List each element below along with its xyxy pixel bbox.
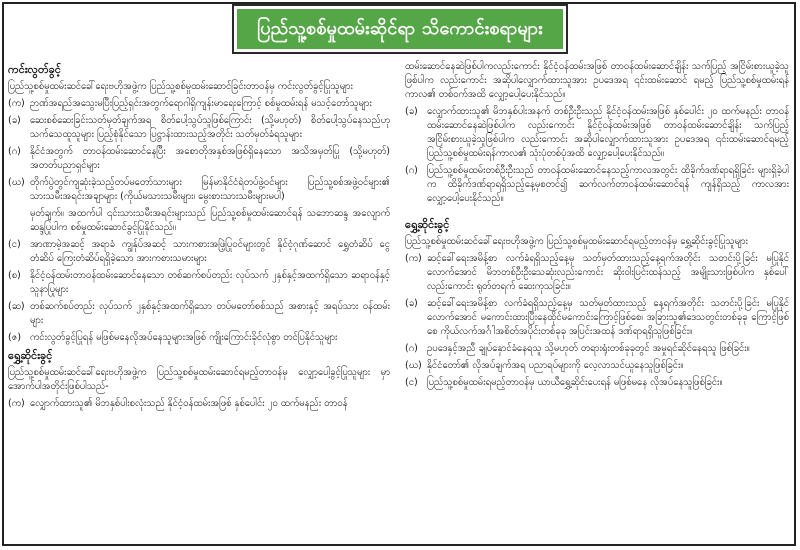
section-heading-deferment: ရွှေ့ဆိုင်းခွင့်: [405, 218, 450, 231]
section-intro: ပြည်သူ့စစ်မှုထမ်းဆင်ခေါ်ရေးဗဟိုအဖွဲ့က ပြည်သူ့စစ်မှုထမ်းဆောင်ရမည့်တာဝန်မှ ရွှေ့ဆိုင်းခွင့်ပြုသူများ: [405, 236, 748, 247]
list-item: [405, 359, 789, 373]
list-item: [8, 397, 390, 411]
list-item: [8, 176, 390, 204]
item-number: (ခ): [8, 115, 21, 126]
list-item: [8, 300, 390, 328]
title-banner-fill: [237, 9, 563, 49]
item-number: (ဇ): [8, 332, 22, 343]
list-item: [8, 97, 390, 111]
page-title: ပြည်သူ့စစ်မှုထမ်းဆိုင်ရာ သိကောင်းစရာများ: [257, 17, 543, 39]
item-text: နိုင်ငံအတွက် တာဝန်ထမ်းဆောင်နေပြီး အစောတိုအနှစ်အဖြစ်ရှိနေသော အသိအမှတ်ပြု (သို့မဟုတ်) အတတ်ပညာရှင်များ: [30, 146, 390, 171]
item-number: (က): [405, 253, 422, 264]
item-text: ကင်းလွတ်ခွင့်ပြုရန် မဖြစ်မနေလိုအပ်နေသူများအဖြစ် ကျိုးကြောင်းခိုင်လုံစွာ တင်ပြနိုင်သူများ: [30, 332, 338, 343]
list-item: [405, 297, 789, 339]
list-item: [405, 252, 789, 294]
item-text: အာဏာမဲ့အဆင့် အရာခံ ကျွန်ုပ်အဆင့် သားကစားအဖြဲ့ပြုဝင်များတွင် နိုင်ငံ့ဂုဏ်ဆောင် ရွှေတံဆိပ် ငွေတံဆိပ် ကြေးတံဆိပ်ရရှိခဲ့သော အားကစားသမားများ: [30, 239, 390, 264]
section-continuation: ထမ်းဆောင်နေဆဲဖြစ်ပါကလည်းကောင်း နိုင်ငံ့ဝန်ထမ်းအဖြစ် တာဝန်ထမ်းဆောင်ချိန်း သက်ပြည့် အငြိမ်းစားယူခဲ့သူဖြစ်ပါက လည်းကောင်း အဆိုပါလျှောက်ထားသူအား ဥပဒေအရ ၎င်းထမ်းဆောင် ရမည့် ပြည်သူ့စစ်မှုထမ်းရန်ကာလ၏ တစ်ဝက်အထိ လျှော့ပေါ့ပေးနိုင်သည်။: [405, 61, 789, 100]
list-item: [8, 238, 390, 266]
item-text: ဆေးစစ်ဆေးခြင်းသတ်မှတ်ချက်အရ စိတ်ပေါ့သွပ်သူဖြစ်ကြောင်း (သို့မဟုတ်) စိတ်ပေါ့သွပ်နေသည်ဟု သက်သေထူသူများ ပြည့်စုံနိုင်သော ပြဋ္ဌာန်းထားသည့်အတိုင်း သတ်မှတ်ခံရသူများ: [30, 115, 390, 140]
item-number: (ခ): [405, 298, 418, 309]
item-number: (ဂ): [8, 146, 21, 157]
item-number: (ဆ): [8, 301, 25, 312]
item-text: နိုင်ငံ့ဝန်ထမ်းတာဝန်ထမ်းဆောင်နေသော တစ်ဆက်စပ်တည်း လုပ်သက် ၂နှစ်နှင့်အထက်ရှိသော ဆရာဝန်နှင့် သူနာပြုများ: [30, 270, 390, 295]
list-item: [405, 342, 789, 356]
list-item: [8, 331, 390, 345]
item-text: တိုက်ပွဲတွင်ကျဆုံးခဲ့သည့်တပ်မတော်သားများ မြန်မာနိုင်ငံရဲတပ်ဖွဲ့ဝင်များ ပြည်သူ့စစ်အဖွဲ့ဝင်များ၏ သားသမီးအရင်းအချာများ (ကိုယ်မသားသမီးများ၊ မွေးစားသားသမီးများမပါ): [30, 177, 390, 202]
title-banner: [232, 4, 568, 54]
list-item: [8, 269, 390, 297]
item-text: နိုင်ငံတော်၏ လိုအပ်ချက်အရ ပညာရပ်များကို လေ့လာသင်ယူနေသူဖြစ်ခြင်း။: [427, 360, 684, 371]
list-item: [8, 114, 390, 142]
item-text: ပြည်သူ့စစ်မှုထမ်းရမည့်တာဝန်မှ ယာယီရွှေ့ဆိုင်းပေးရန် မဖြစ်မနေ လိုအပ်နေသူဖြစ်ခြင်း။: [427, 377, 723, 388]
item-number: (က): [8, 398, 25, 409]
item-text: ပြည်သူ့စစ်မှုထမ်းတစ်ဦးဦးသည် တာဝန်ထမ်းဆောင်နေသည့်ကာလအတွင်း ထိခိုက်ဒဏ်ရာရရှိခြင်း များရှိခဲ့ပါက ထိခိုက်ဒဏ်ရာရရှိသည့်နေ့မှစတင်၍ ဆက်လက်တာဝန်ထမ်းဆောင်ရန် ကျန်ရှိသည့် ကာလအား လျှော့ပေါ့ပေးနိုင်သည်။: [427, 165, 789, 204]
item-number: [8, 207, 30, 235]
item-number: (ဂ): [405, 343, 418, 354]
item-number: (ဃ): [8, 177, 25, 188]
item-number: (င): [8, 239, 21, 250]
item-text: ဆင့်ခေါ်ရေးအမိန့်စာ လက်ခံရရှိသည့်နေ့မှ သတ်မှတ်ထားသည့် နေ့ရက်အတိုင်း သတင်းပို့ခြင်း မပြုနိုင်လောက်အောင် မကောင်းထားပြီးနေထိုင်မကောင်းကြောင့်ဖြစ်စေ၊ အခြားသူ၏ဒေသတွင်းတစ်ခုခု ကြောင့်ဖြစ်စေ ကိုယ်လက်အင်္ဂါအစိတ်အပိုင်းတစ်ခုခု အပြင်းအထန် ဒဏ်ရာရရှိသူဖြစ်ခြင်း။: [427, 298, 789, 337]
item-text: ဆင့်ခေါ်ရေးအမိန့်စာ လက်ခံရရှိသည့်နေ့မှ သတ်မှတ်ထားသည့်နေ့ရက်အတိုင်း သတင်းပို့ခြင်း မပြုနိုင်လောက်အောင် မိဘတစ်ဦးဦးသေဆုံးလည်းကောင်း ဆိုးဝါးပြင်းထန်သည့် အမျိုးသားဖြစ်ပါက နှစ်ပေါ် လည်းကောင်း ရုတ်တရက် ဆေးကုသခြင်း။: [427, 253, 789, 292]
list-item: [8, 145, 390, 173]
left-column: [8, 60, 390, 414]
item-text: လျှောက်ထားသူ၏ မိဘနှစ်ပါးအနက် တစ်ဦးဦးသည် နိုင်ငံ့ဝန်ထမ်းအဖြစ် နှစ်ပေါင်း ၂၀ ထက်မနည်း တာဝန်ထမ်းဆောင်နေဆဲဖြစ်ပါက လည်းကောင်း နိုင်ငံ့ဝန်ထမ်းအဖြစ် တာဝန်ထမ်းဆောင်ချိန်း သက်ပြည့်အငြိမ်းစားယူခဲ့သူဖြစ်ပါက လည်းကောင်း အဆိုပါလျှောက်ထားသူအား ဥပဒေအရ ၎င်းထမ်းဆောင်ရမည့် ပြည်သူ့စစ်မှုထမ်းရန်ကာလ၏ သုံးပုံတစ်ပုံအထိ လျှော့ပေါ့ပေးနိုင်သည်။: [427, 106, 789, 159]
item-text: လျှောက်ထားသူ၏ မိဘနှစ်ပါးစလုံးသည် နိုင်ငံ့ဝန်ထမ်းအဖြစ် နှစ်ပေါင်း ၂၀ ထက်မနည်း တာဝန်: [30, 398, 348, 409]
list-item: [405, 376, 789, 390]
item-text: မှတ်ချက်။ အထက်ပါ ၎င်းသားသမီးအရင်းများသည် ပြည်သူ့စစ်မှုထမ်းဆောင်ရန် သဘောဆန္ဒ အလျောက် ဆန္ဒပြုပါက စစ်မှုထမ်းဆောင်ခွင့်ပြုနိုင်သည်။: [30, 208, 390, 233]
list-item: [405, 164, 789, 206]
item-text: ဥပဒေနှင့်အညီ ချုပ်နှောင်ခံနေရသူ သို့မဟုတ် တရားရုံးတစ်ခုခုတွင် အမှုရင်ဆိုင်နေရသူ ဖြစ်ခြင်း။: [427, 343, 750, 354]
right-column: [405, 60, 789, 393]
item-number: (စ): [8, 270, 21, 281]
item-text: တစ်ဆက်စပ်တည်း လုပ်သက် ၂နှစ်နှင့်အထက်ရှိသော တပ်မတော်စစ်သည် အစားနှင့် အရပ်သား ဝန်ထမ်းများ: [30, 301, 390, 326]
section-heading-exemption: ကင်းလွတ်ခွင့်: [8, 63, 61, 76]
item-number: (ဂ): [405, 165, 418, 176]
item-number: (င): [405, 377, 418, 388]
section-intro: ပြည်သူ့စစ်မှုထမ်းဆင်ခေါ်ရေးဗဟိုအဖွဲ့က ပြည်သူ့စစ်မှုထမ်းဆောင်ခြင်းတာဝန်မှ ကင်းလွတ်ခွင့်ပြုသူများ: [8, 81, 353, 92]
item-number: (ခ): [405, 106, 418, 117]
item-number: (က): [8, 98, 25, 109]
item-text: ဉာဏ်အရည်အသွေးမပြီးပြည့်ရှင်းအတွက်ရောဂါရှိကျန်းမာရေးကြောင့် စစ်မှုထမ်းရန် မသင့်တော်သူများ: [30, 98, 372, 109]
item-number: (ဃ): [405, 360, 422, 371]
list-item: [405, 105, 789, 161]
note-item: [8, 207, 390, 235]
section-heading-reduction: ရွှေ့ဆိုင်းခွင့်: [8, 349, 53, 362]
section-intro: ပြည်သူ့စစ်မှုထမ်းဆင်ခေါ်ရေးဗဟိုအဖွဲ့က ပြည်သူ့စစ်မှုထမ်းဆောင်ရမည့်တာဝန်မှ လျှော့ပေါ့ခွင့်ပြုသူများ မှာ အောက်ပါအတိုင်းဖြစ်ပါသည်-: [8, 367, 390, 392]
